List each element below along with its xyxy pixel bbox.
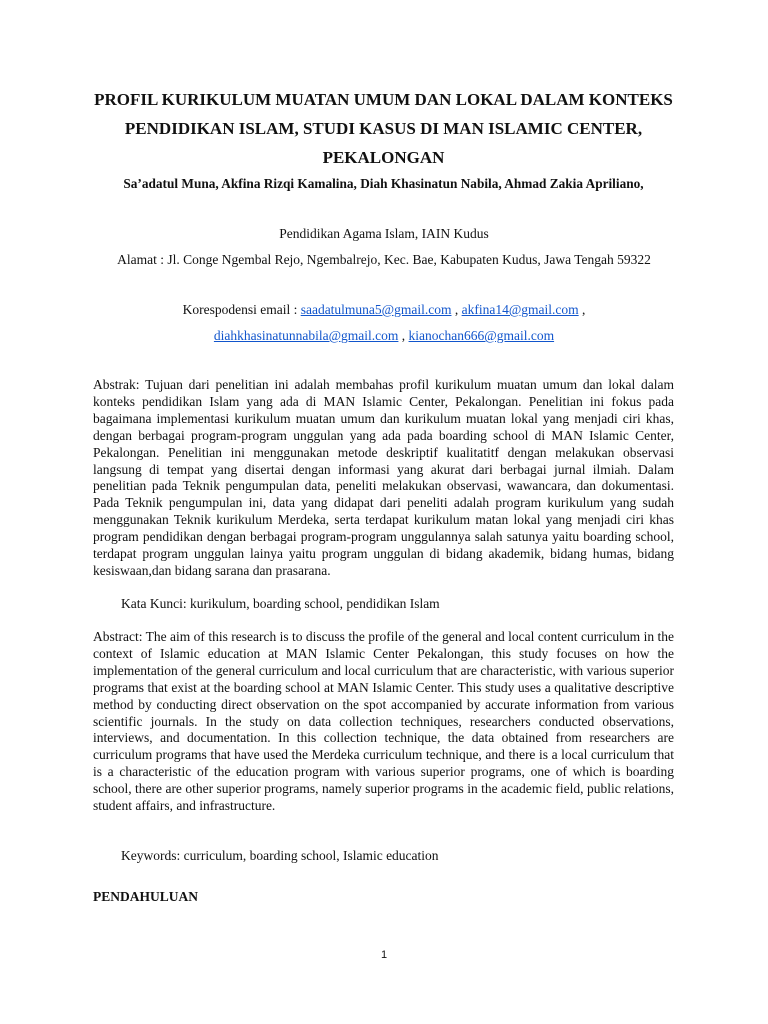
correspondence-label: Korespodensi email : bbox=[182, 302, 301, 317]
email-separator: , bbox=[398, 328, 409, 343]
email-link[interactable]: saadatulmuna5@gmail.com bbox=[300, 302, 452, 317]
keywords-indonesian: Kata Kunci: kurikulum, boarding school, pendidikan Islam bbox=[121, 596, 440, 611]
correspondence-emails bbox=[80, 297, 688, 349]
paper-title: PROFIL KURIKULUM MUATAN UMUM DAN LOKAL DALAM KONTEKS PENDIDIKAN ISLAM, STUDI KASUS DI MAN ISLAMIC CENTER, PEKALONGAN bbox=[94, 90, 673, 167]
abstract-english: Abstract: The aim of this research is to discuss the profile of the general and local content curriculum in the context of Islamic education at MAN Islamic Center Pekalongan, this study focuses on how the implementation of the general curriculum and local curriculum that are characteristic, with various superior programs that exist at the boarding school at MAN Islamic Center. This study uses a qualitative descriptive method by conducting direct observation on the spot accompanied by accurate information from various scientific journals. In the study on data collection techniques, researchers conducted observations, interviews, and documentation. In this collection technique, the data obtained from researchers are curriculum programs that have used the Merdeka curriculum technique, and there is a local curriculum that is a characteristic of the education program with various superior programs, one of which is boarding school, there are other superior programs, namely superior programs in the academic field, public relations, student affairs, and infrastructure. bbox=[93, 629, 674, 814]
keywords-english: Keywords: curriculum, boarding school, Islamic education bbox=[121, 848, 439, 863]
section-heading: PENDAHULUAN bbox=[93, 889, 199, 904]
email-separator: , bbox=[451, 302, 462, 317]
address: Alamat : Jl. Conge Ngembal Rejo, Ngembalrejo, Kec. Bae, Kabupaten Kudus, Jawa Tengah 59322 bbox=[117, 252, 651, 267]
email-link[interactable]: kianochan666@gmail.com bbox=[408, 328, 555, 343]
email-separator: , bbox=[578, 302, 586, 317]
page-number: 1 bbox=[380, 949, 388, 961]
affiliation: Pendidikan Agama Islam, IAIN Kudus bbox=[279, 226, 489, 241]
abstract-indonesian: Abstrak: Tujuan dari penelitian ini adalah membahas profil kurikulum muatan umum dan lokal dalam konteks pendidikan Islam yang ada di MAN Islamic Center, Pekalongan. Penelitian ini fokus pada bagaimana implementasi kurikulum muatan umum dan kurikulum muatan lokal yang menjadi ciri khas, dengan berbagai program-program unggulan yang ada pada boarding school di MAN Islamic Center, Pekalongan. Penelitian ini menggunakan metode deskriptif kualitatitf dengan melakukan observasi langsung di tempat yang disertai dengan informasi yang akurat dari berbagai jurnal ilmiah. Dalam penelitian pada Teknik pengumpulan data, peneliti melakukan observasi, wawancara, dan dokumentasi. Pada Teknik pengumpulan ini, data yang didapat dari peneliti adalah program kurikulum yang sudah menggunakan Teknik kurikulum Merdeka, serta terdapat kurikulum matan lokal yang menjadi ciri khas program pendidikan dengan berbagai program-program unggulannya salah satunya yaitu boarding school, terdapat program unggulan lainya yaitu program unggulan di bidang akademik, bidang humas, bidang kesiswaan,dan bidang sarana dan prasarana. bbox=[93, 377, 674, 578]
email-link[interactable]: diahkhasinatunnabila@gmail.com bbox=[213, 328, 399, 343]
email-link[interactable]: akfina14@gmail.com bbox=[461, 302, 579, 317]
author-list: Sa’adatul Muna, Akfina Rizqi Kamalina, Diah Khasinatun Nabila, Ahmad Zakia Apriliano, bbox=[123, 176, 644, 191]
